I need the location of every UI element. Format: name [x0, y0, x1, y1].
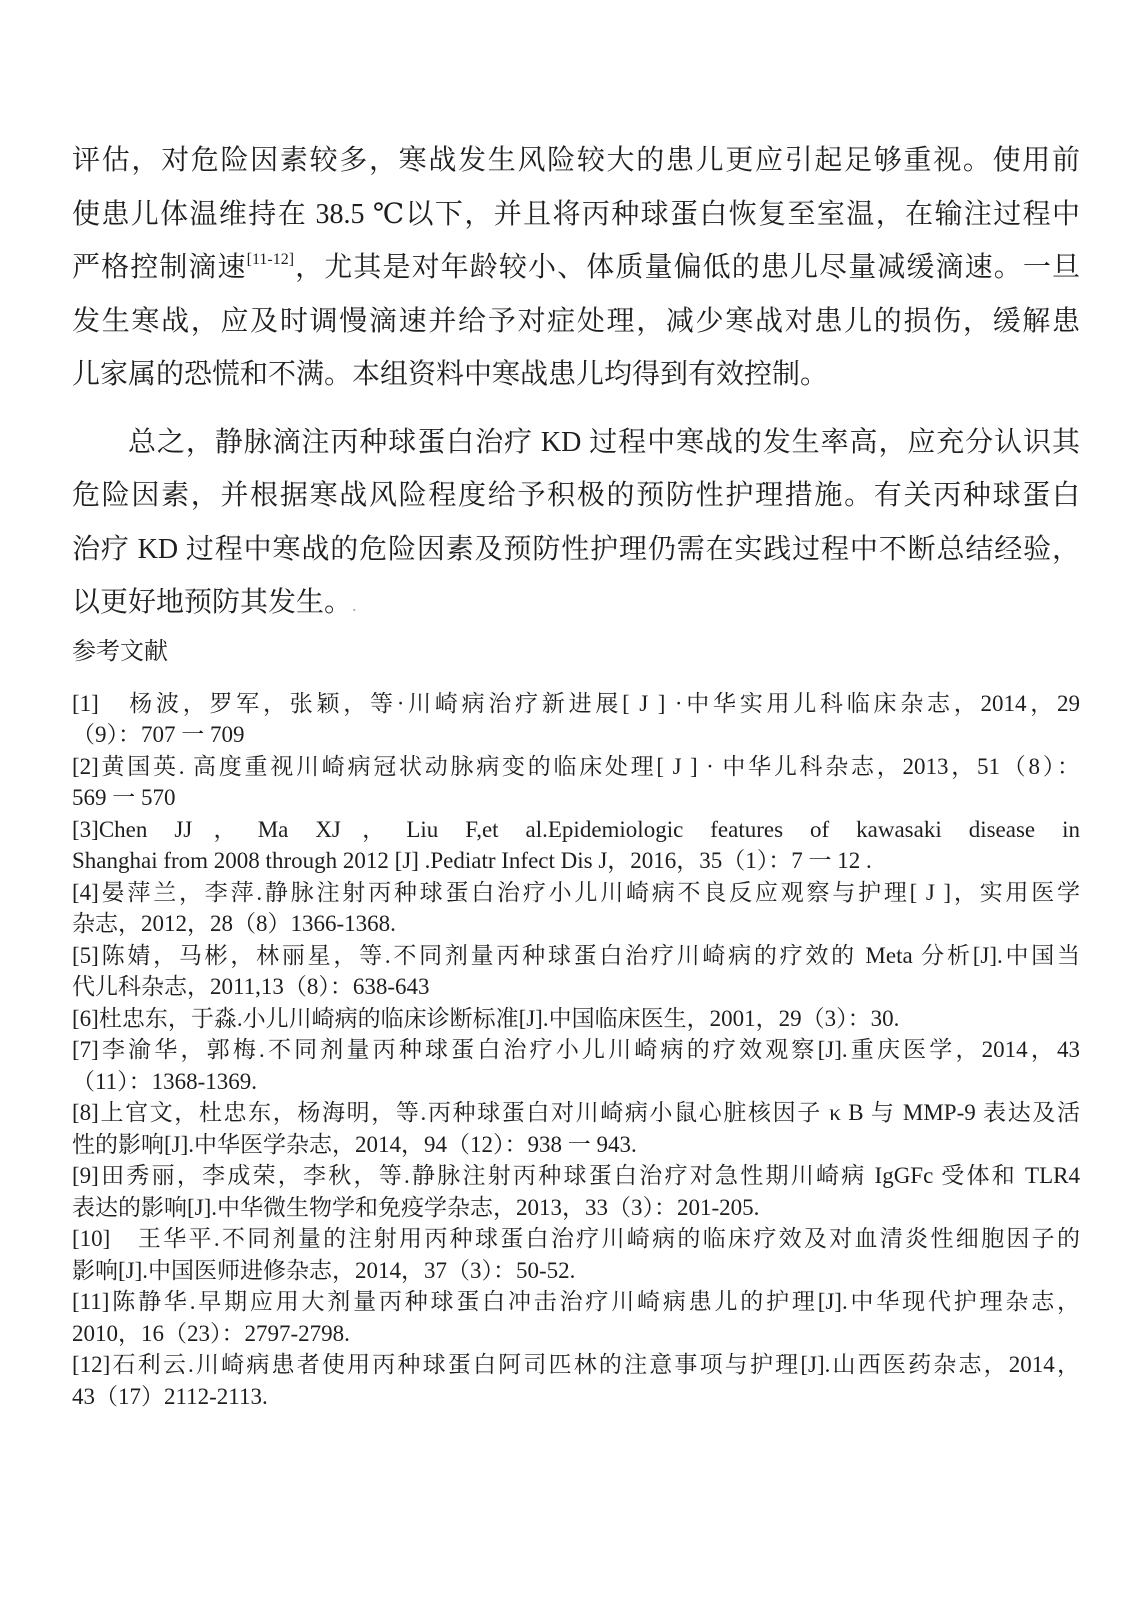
reference-line: （11）：1368-1369. [72, 1068, 258, 1094]
body-text-line: 评估，对危险因素较多，寒战发生风险较大的患儿更应引起足够重视。使用前 [72, 145, 1080, 176]
reference-line: [1] 杨波，罗军，张颖，等·川崎病治疗新进展[ J ] ·中华实用儿科临床杂志，2014，29 [72, 690, 1080, 716]
reference-item [72, 688, 1080, 751]
text-segment: 严格控制滴速 [72, 252, 247, 283]
reference-line: 2010，16（23）：2797-2798. [72, 1320, 350, 1346]
body-text-line: 使患儿体温维持在 38.5 ℃以下，并且将丙种球蛋白恢复至室温，在输注过程中 [72, 198, 1080, 230]
reference-item [72, 1034, 1080, 1097]
reference-item [72, 1223, 1080, 1286]
reference-item [72, 1286, 1080, 1349]
reference-item [72, 751, 1080, 814]
body-text-line: 发生寒战，应及时调慢滴速并给予对症处理，减少寒战对患儿的损伤，缓解患 [72, 305, 1080, 337]
reference-line: （9）：707 一 709 [72, 722, 245, 747]
body-text-line [72, 241, 1080, 295]
reference-line: [4]晏萍兰，李萍.静脉注射丙种球蛋白治疗小儿川崎病不良反应观察与护理[ J ]，实用医学 [72, 879, 1080, 905]
reference-line: [10] 王华平.不同剂量的注射用丙种球蛋白治疗川崎病的临床疗效及对血清炎性细胞因子的 [72, 1226, 1080, 1251]
body-text-line: 总之，静脉滴注丙种球蛋白治疗 KD 过程中寒战的发生率高，应充分认识其 [128, 426, 1080, 458]
text-segment: ，尤其是对年龄较小、体质量偏低的患儿尽量减缓滴速。一旦 [294, 252, 1080, 283]
reference-item [72, 814, 1080, 877]
reference-item [72, 1097, 1080, 1160]
citation-superscript: [11-12] [246, 251, 295, 268]
page-content [72, 0, 1080, 1412]
reference-line: [6]杜忠东，于淼.小儿川崎病的临床诊断标准[J].中国临床医生，2001，29（3）：30. [72, 1005, 900, 1031]
reference-line: [8]上官文，杜忠东，杨海明，等.丙种球蛋白对川崎病小鼠心脏核因子 κ B 与 MMP-9 表达及活 [72, 1100, 1080, 1125]
reference-line: 性的影响[J].中华医学杂志，2014，94（12）：938 一 943. [72, 1131, 637, 1157]
reference-line: [7]李渝华，郭梅.不同剂量丙种球蛋白治疗小儿川崎病的疗效观察[J].重庆医学，2014，43 [72, 1037, 1080, 1062]
reference-line: 43（17）2112-2113. [72, 1383, 268, 1409]
body-paragraph-2 [72, 416, 1080, 633]
reference-line: 代儿科杂志，2011,13（8）：638-643 [72, 974, 430, 999]
body-text-line: 危险因素，并根据寒战风险程度给予积极的预防性护理措施。有关丙种球蛋白 [72, 480, 1080, 511]
reference-line: [11]陈静华.早期应用大剂量丙种球蛋白冲击治疗川崎病患儿的护理[J].中华现代护理杂志， [72, 1289, 1080, 1314]
reference-item [72, 877, 1080, 940]
reference-item [72, 940, 1080, 1003]
reference-line: 569 一 570 [72, 785, 176, 810]
body-paragraph-1 [72, 134, 1080, 402]
references-heading: 参考文献 [72, 638, 168, 665]
reference-line: 表达的影响[J].中华微生物学和免疫学杂志，2013，33（3）：201-205. [72, 1194, 760, 1220]
reference-item [72, 1160, 1080, 1223]
references-list [72, 688, 1080, 1413]
body-text-line: 治疗 KD 过程中寒战的危险因素及预防性护理仍需在实践过程中不断总结经验， [72, 533, 1080, 565]
reference-line: [3]Chen JJ，Ma XJ，Liu F,et al.Epidemiologic features of kawasaki disease in [72, 816, 1080, 842]
reference-line: [5]陈婧，马彬，林丽星，等.不同剂量丙种球蛋白治疗川崎病的疗效的 Meta 分析[J].中国当 [72, 942, 1080, 968]
reference-item [72, 1349, 1080, 1412]
body-text-line: 儿家属的恐慌和不满。本组资料中寒战患儿均得到有效控制。 [72, 359, 829, 390]
reference-line: 杂志，2012，28（8）1366-1368. [72, 911, 396, 936]
body-text-line [72, 576, 1080, 633]
reference-line: [2]黄国英. 高度重视川崎病冠状动脉病变的临床处理[ J ] · 中华儿科杂志，2013，51（8）： [72, 753, 1080, 779]
reference-line: Shanghai from 2008 through 2012 [J] .Pediatr Infect Dis J，2016，35（1）：7 一 12 . [72, 848, 872, 873]
faint-mark: . [352, 595, 357, 615]
text-segment: 以更好地预防其发生。 [72, 587, 353, 618]
reference-line: [12]石利云.川崎病患者使用丙种球蛋白阿司匹林的注意事项与护理[J].山西医药杂志，2014， [72, 1352, 1080, 1377]
reference-line: [9]田秀丽，李成荣，李秋，等.静脉注射丙种球蛋白治疗对急性期川崎病 IgGFc 受体和 TLR4 [72, 1163, 1080, 1188]
reference-item [72, 1003, 1080, 1035]
reference-line: 影响[J].中国医师进修杂志，2014，37（3）：50-52. [72, 1257, 576, 1283]
